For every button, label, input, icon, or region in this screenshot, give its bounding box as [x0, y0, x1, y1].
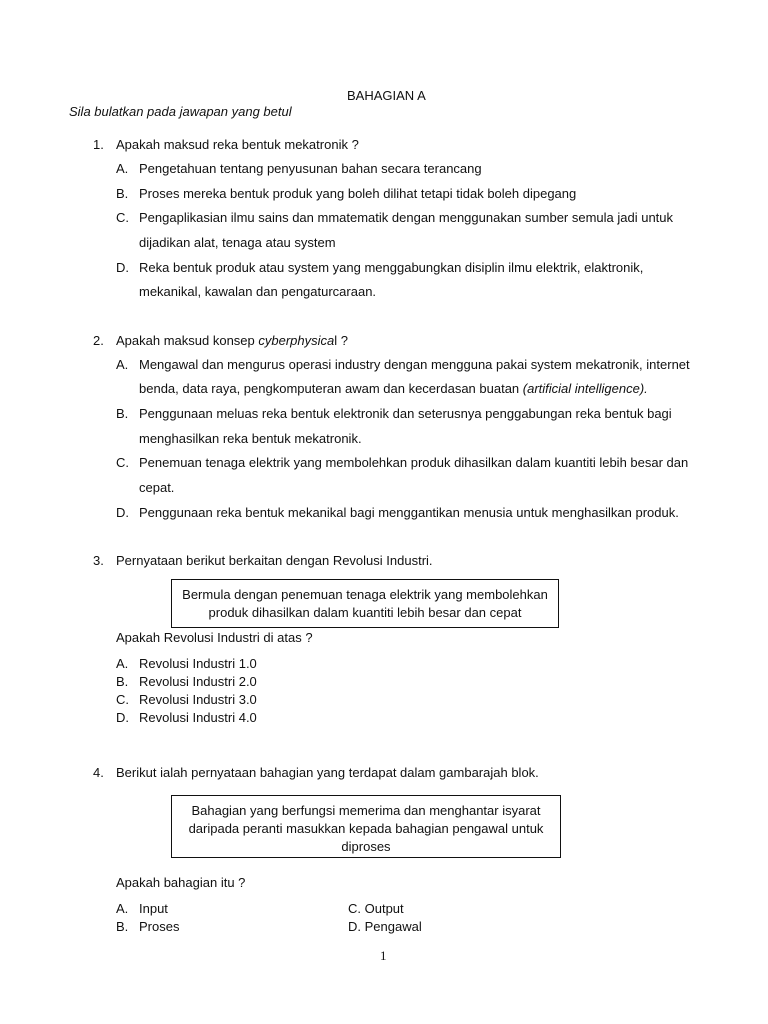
option-text-continued[interactable]: cepat.: [139, 480, 175, 495]
question-text: Apakah maksud reka bentuk mekatronik ?: [116, 137, 359, 152]
option-text[interactable]: D. Pengawal: [348, 919, 422, 934]
option-letter[interactable]: A.: [116, 357, 129, 372]
option-letter[interactable]: B.: [116, 406, 129, 421]
option-text[interactable]: Reka bentuk produk atau system yang menggabungkan disiplin ilmu elektrik, elaktronik,: [139, 260, 644, 275]
option-letter[interactable]: D.: [116, 505, 129, 520]
option-text-italic: (artificial intelligence).: [522, 381, 648, 396]
option-text[interactable]: Mengawal dan mengurus operasi industry dengan mengguna pakai system mekatronik, internet: [139, 357, 690, 372]
option-letter[interactable]: B.: [116, 186, 129, 201]
option-text[interactable]: Input: [139, 901, 168, 916]
statement-line: daripada peranti masukkan kepada bahagian pengawal untuk: [188, 821, 544, 836]
question-number: 3.: [93, 553, 104, 568]
option-text[interactable]: Pengaplikasian ilmu sains dan mmatematik dengan menggunakan sumber semula jadi untuk: [139, 210, 674, 225]
option-text[interactable]: Penggunaan meluas reka bentuk elektronik dan seterusnya penggabungan reka bentuk bagi: [139, 406, 672, 421]
option-text-continued[interactable]: mekanikal, kawalan dan pengaturcaraan.: [139, 284, 377, 299]
option-letter[interactable]: A.: [116, 161, 129, 176]
question-number: 4.: [93, 765, 104, 780]
question-text: Pernyataan berikut berkaitan dengan Revolusi Industri.: [116, 553, 433, 568]
option-letter[interactable]: B.: [116, 919, 129, 934]
option-letter[interactable]: C.: [116, 692, 129, 707]
statement-line: Bahagian yang berfungsi memerima dan menghantar isyarat: [191, 803, 541, 818]
option-text[interactable]: Penemuan tenaga elektrik yang membolehkan produk dihasilkan dalam kuantiti lebih besar dan: [139, 455, 689, 470]
question-text-italic: cyberphysica: [258, 333, 335, 348]
option-text[interactable]: Pengetahuan tentang penyusunan bahan secara terancang: [139, 161, 482, 176]
question-number: 2.: [93, 333, 104, 348]
question-number: 1.: [93, 137, 104, 152]
option-text[interactable]: Revolusi Industri 3.0: [139, 692, 257, 707]
option-letter[interactable]: D.: [116, 710, 129, 725]
sub-question-text: Apakah Revolusi Industri di atas ?: [116, 630, 313, 645]
option-text[interactable]: Proses: [139, 919, 180, 934]
question-text-part: l ?: [334, 333, 348, 348]
page-number: 1: [380, 948, 387, 963]
statement-box: [171, 579, 559, 628]
sub-question-text: Apakah bahagian itu ?: [116, 875, 246, 890]
instruction-text: Sila bulatkan pada jawapan yang betul: [69, 104, 292, 119]
statement-line: produk dihasilkan dalam kuantiti lebih besar dan cepat: [208, 605, 522, 620]
option-text-continued[interactable]: menghasilkan reka bentuk mekatronik.: [139, 431, 362, 446]
option-letter[interactable]: A.: [116, 901, 129, 916]
question-text-part: Apakah maksud konsep: [116, 333, 259, 348]
option-text-continued[interactable]: [139, 381, 648, 396]
section-title: BAHAGIAN A: [347, 88, 426, 103]
question-text: [116, 333, 348, 348]
option-letter[interactable]: C.: [116, 210, 129, 225]
option-text[interactable]: Revolusi Industri 1.0: [139, 656, 257, 671]
question-text: Berikut ialah pernyataan bahagian yang terdapat dalam gambarajah blok.: [116, 765, 539, 780]
option-text[interactable]: C. Output: [348, 901, 404, 916]
option-text-part: benda, data raya, pengkomputeran awam dan kecerdasan buatan: [139, 381, 523, 396]
option-text[interactable]: Revolusi Industri 4.0: [139, 710, 257, 725]
statement-line: Bermula dengan penemuan tenaga elektrik yang membolehkan: [182, 587, 548, 602]
option-text[interactable]: Revolusi Industri 2.0: [139, 674, 257, 689]
option-text-continued[interactable]: dijadikan alat, tenaga atau system: [139, 235, 336, 250]
option-text[interactable]: Penggunaan reka bentuk mekanikal bagi menggantikan menusia untuk menghasilkan produk.: [139, 505, 679, 520]
option-letter[interactable]: A.: [116, 656, 129, 671]
option-letter[interactable]: D.: [116, 260, 129, 275]
option-letter[interactable]: B.: [116, 674, 129, 689]
statement-box: [171, 795, 561, 858]
option-letter[interactable]: C.: [116, 455, 129, 470]
option-text[interactable]: Proses mereka bentuk produk yang boleh dilihat tetapi tidak boleh dipegang: [139, 186, 577, 201]
statement-line: diproses: [341, 839, 391, 854]
